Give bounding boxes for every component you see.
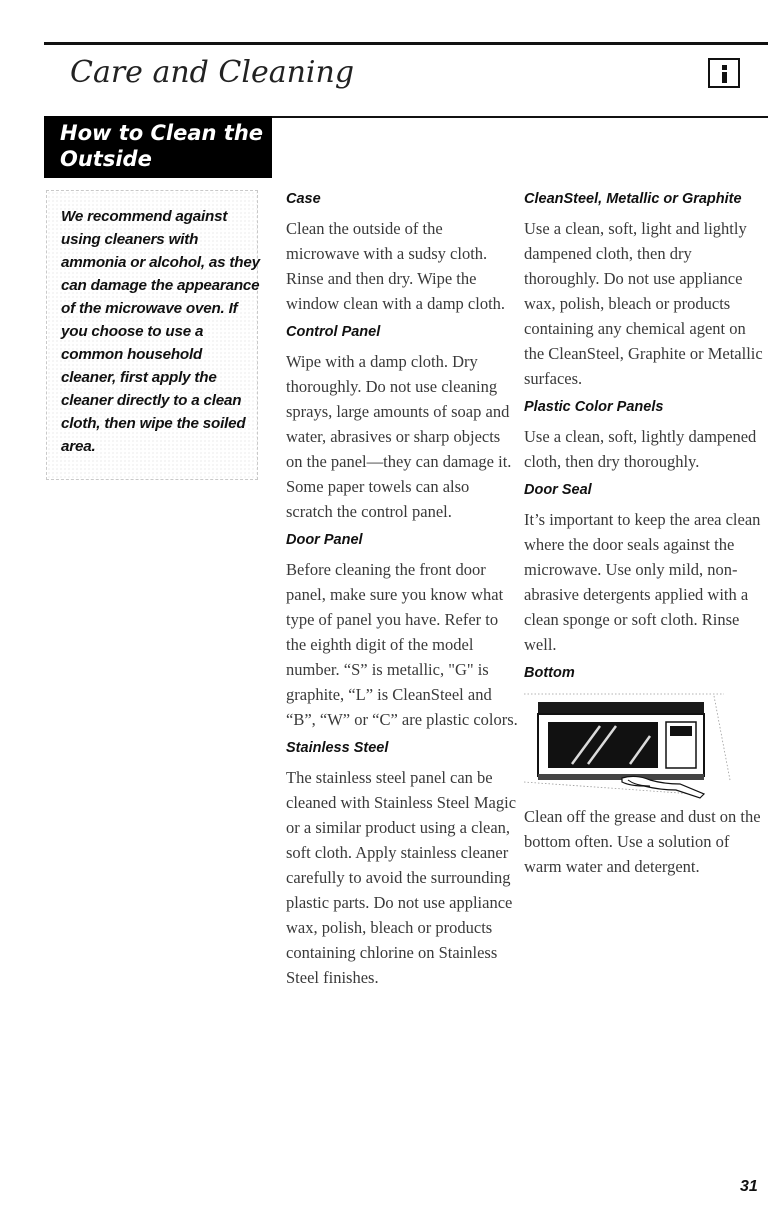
warning-note-text: We recommend against using cleaners with ammonia or alcohol, as they can damage the appearance of the microwave oven. If you choose to use a common household cleaner, first apply the cleaner directly to a clean cloth, then wipe the soiled area.: [61, 208, 260, 455]
info-icon: [708, 58, 740, 88]
cleansteel-heading: CleanSteel, Metallic or Graphite: [524, 191, 742, 207]
case-heading: Case: [286, 191, 321, 207]
plastic-heading: Plastic Color Panels: [524, 399, 664, 415]
microwave-bottom-cleaning-illustration: [524, 690, 734, 800]
section-title: How to Clean the Outside: [60, 121, 264, 171]
control-panel-heading: Control Panel: [286, 324, 381, 340]
cleansteel-text: Use a clean, soft, light and lightly dampened cloth, then dry thoroughly. Do not use appliance wax, polish, bleach or products containing any chemical agent on the CleanSteel, Graphite or Metallic surfaces.: [524, 219, 763, 388]
door-panel-heading: Door Panel: [286, 532, 363, 548]
top-rule: [44, 42, 768, 45]
right-column: [524, 188, 764, 884]
control-panel-text: Wipe with a damp cloth. Dry thoroughly. Do not use cleaning sprays, large amounts of soap and water, abrasives or sharp objects on the panel—they can damage it. Some paper towels can also scratch the control panel.: [286, 352, 512, 521]
page-number: 31: [740, 1178, 758, 1195]
plastic-text: Use a clean, soft, lightly dampened cloth, then dry thoroughly.: [524, 427, 757, 471]
middle-column: [286, 188, 518, 995]
stainless-steel-text: The stainless steel panel can be cleaned with Stainless Steel Magic or a similar product using a clean, soft cloth. Apply stainless cleaner carefully to avoid the surrounding plastic parts. Do not use appliance wax, polish, bleach or products containing chlorine on Stainless Steel finishes.: [286, 768, 517, 987]
warning-note: [46, 190, 258, 480]
bottom-text: Clean off the grease and dust on the bottom often. Use a solution of warm water and detergent.: [524, 807, 761, 876]
page-title: Care and Cleaning: [70, 55, 355, 90]
door-panel-text: Before cleaning the front door panel, make sure you know what type of panel you have. Refer to the eighth digit of the model number. “S” is metallic, "G" is graphite, “L” is CleanSteel and “B”, “W” or “C” are plastic colors.: [286, 560, 518, 729]
door-seal-text: It’s important to keep the area clean where the door seals against the microwave. Use only mild, non-abrasive detergents applied with a clean sponge or soft cloth. Rinse well.: [524, 510, 761, 654]
bottom-heading: Bottom: [524, 665, 575, 681]
door-seal-heading: Door Seal: [524, 482, 592, 498]
case-text: Clean the outside of the microwave with a sudsy cloth. Rinse and then dry. Wipe the window clean with a damp cloth.: [286, 219, 506, 313]
stainless-steel-heading: Stainless Steel: [286, 740, 389, 756]
